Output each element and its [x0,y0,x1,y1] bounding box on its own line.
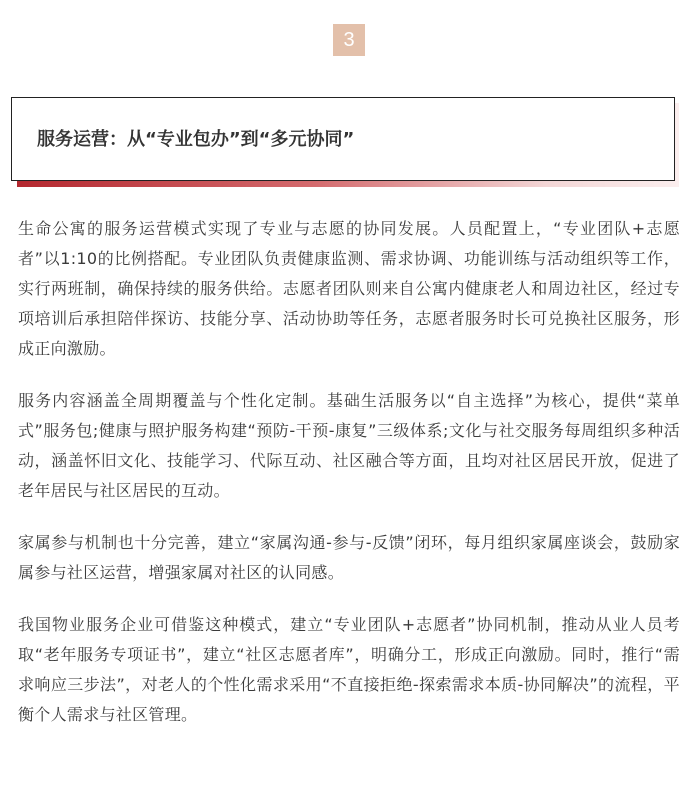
article-body [18,214,680,752]
paragraph-family-participation: 家属参与机制也十分完善，建立“家属沟通-参与-反馈”闭环，每月组织家属座谈会，鼓励家属参与社区运营，增强家属对社区的认同感。 [18,533,680,582]
title-box [11,97,675,181]
section-title: 服务运营：从“专业包办”到“多元协同” [37,129,355,150]
section-number-badge: 3 [333,24,365,56]
paragraph-staffing: 生命公寓的服务运营模式实现了专业与志愿的协同发展。人员配置上，“专业团队+志愿者”以1:10的比例搭配。专业团队负责健康监测、需求协调、功能训练与活动组织等工作，实行两班制，确保持续的服务供给。志愿者团队则来自公寓内健康老人和周边社区，经过专项培训后承担陪伴探访、技能分享、活动协助等任务，志愿者服务时长可兑换社区服务，形成正向激励。 [18,219,680,358]
paragraph-service-content: 服务内容涵盖全周期覆盖与个性化定制。基础生活服务以“自主选择”为核心，提供“菜单式”服务包;健康与照护服务构建“预防-干预-康复”三级体系;文化与社交服务每周组织多种活动，涵盖怀旧文化、技能学习、代际互动、社区融合等方面，且均对社区居民开放，促进了老年居民与社区居民的互动。 [18,391,680,500]
section-title-card [11,97,677,187]
paragraph-recommendation: 我国物业服务企业可借鉴这种模式，建立“专业团队+志愿者”协同机制，推动从业人员考取“老年服务专项证书”，建立“社区志愿者库”，明确分工，形成正向激励。同时，推行“需求响应三步法”，对老人的个性化需求采用“不直接拒绝-探索需求本质-协同解决”的流程，平衡个人需求与社区管理。 [18,615,680,724]
